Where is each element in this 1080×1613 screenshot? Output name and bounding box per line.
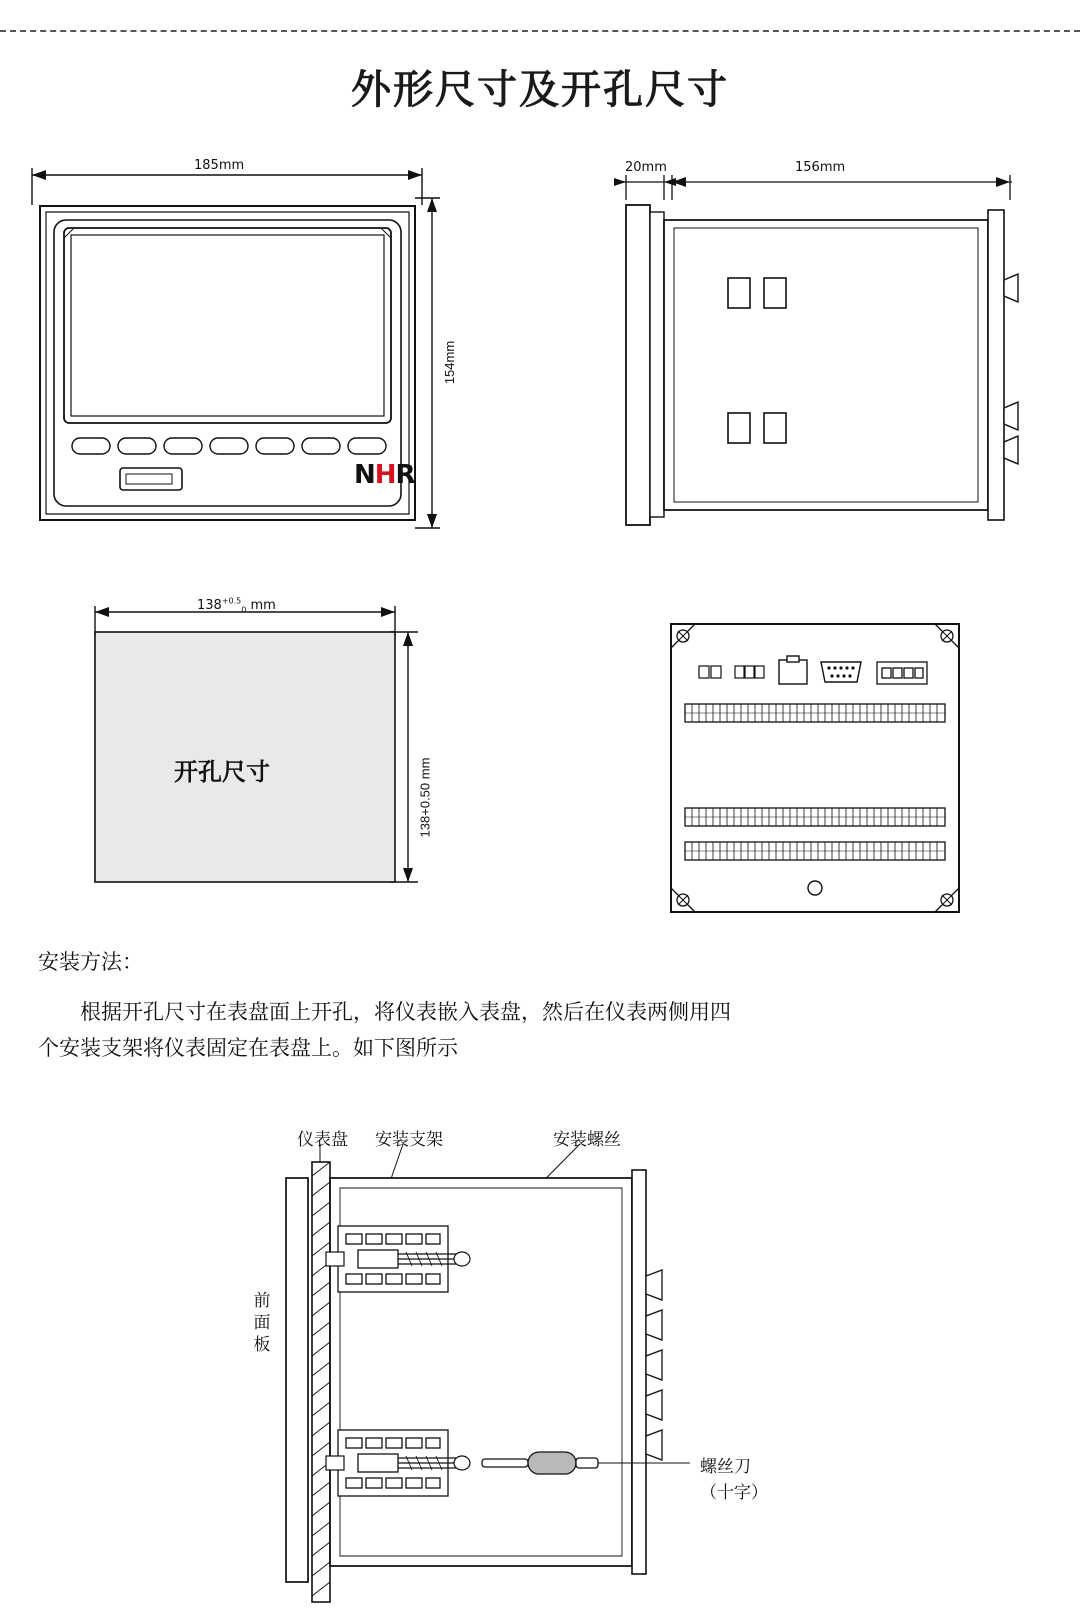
brand-letter-r: R: [395, 460, 415, 490]
installation-drawing: [260, 1100, 820, 1610]
cutout-width-tolerance-lower: 0: [241, 605, 247, 615]
side-bezel-dimension: 20mm: [625, 160, 667, 175]
label-panel: 仪表盘: [297, 1130, 348, 1150]
brand-logo: [354, 460, 415, 490]
front-height-dimension: 154mm: [442, 340, 458, 385]
front-view-drawing: [10, 150, 460, 550]
rear-view-drawing: [665, 618, 965, 918]
install-heading: 安装方法：: [38, 950, 143, 974]
top-divider: [0, 30, 1080, 32]
cutout-width-unit: mm: [250, 598, 276, 613]
cutout-width-dimension: $138^{+0.5}_0$ mm: [197, 596, 276, 615]
front-width-dimension: 185mm: [194, 158, 245, 173]
side-view-drawing: [600, 150, 1030, 550]
side-depth-dimension: 156mm: [795, 160, 846, 175]
page-title: 外形尺寸及开孔尺寸: [351, 67, 729, 113]
label-screw: 安装螺丝: [553, 1130, 621, 1150]
cutout-height-unit: mm: [417, 757, 433, 780]
install-paragraph-line-2: 个安装支架将仪表固定在表盘上。如下图所示: [38, 1036, 458, 1060]
cutout-height-tolerance-upper: +0.5: [417, 790, 433, 816]
label-bracket: 安装支架: [375, 1130, 443, 1150]
label-front-panel: 前面板: [253, 1291, 271, 1355]
label-screwdriver-line-2: （十字）: [700, 1483, 768, 1503]
brand-letter-h: H: [374, 460, 396, 490]
install-paragraph-line-1: 根据开孔尺寸在表盘面上开孔，将仪表嵌入表盘，然后在仪表两侧用四: [38, 1000, 731, 1024]
cutout-height-tolerance-lower: 0: [417, 782, 433, 791]
cutout-caption: 开孔尺寸: [174, 757, 270, 786]
cutout-height-dimension: 138+0.50 mm: [417, 757, 433, 838]
cutout-width-tolerance-upper: +0.5: [221, 596, 242, 606]
label-screwdriver-line-1: 螺丝刀: [700, 1457, 751, 1477]
brand-letter-n: N: [354, 460, 375, 490]
